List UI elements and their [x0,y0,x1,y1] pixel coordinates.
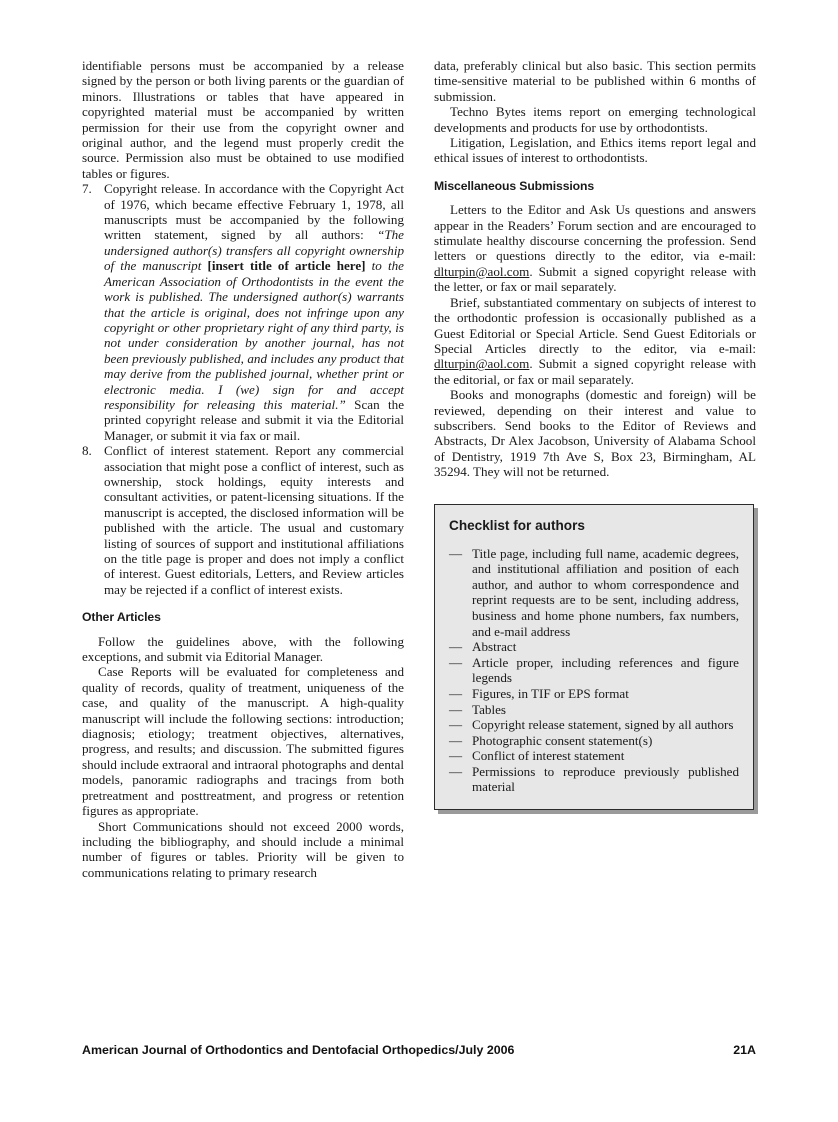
commentary-text-part2: . Submit a signed copyright release with the editorial, or fax or mail separately. [434,356,756,387]
checklist-box-panel [434,504,754,811]
techno-bytes-paragraph: Techno Bytes items report on emerging technological developments and products for use by orthodontists. [434,104,756,135]
checklist-item-label: Figures, in TIF or EPS format [472,685,629,701]
checklist-title: Checklist for authors [449,517,585,533]
list-item [449,655,739,686]
em-dash-icon: — [449,732,463,748]
editor-email-link-1[interactable]: dlturpin@aol.com [434,263,530,279]
footer-page-number: 21A [733,1043,756,1057]
checklist-item-label: Tables [472,701,506,717]
checklist-item-label: Title page, including full name, academic degrees, and institutional affiliation and position of each author, and author to whom correspondence and reprint requests are to be sent, including address, business and home phone numbers, fax numbers, and e-mail address [472,545,739,639]
commentary-paragraph [434,295,756,387]
litigation-ethics-paragraph: Litigation, Legislation, and Ethics items report legal and ethical issues of interest to orthodontists. [434,135,756,166]
letters-to-editor-paragraph [434,202,756,294]
books-and-monographs-paragraph: Books and monographs (domestic and foreign) will be reviewed, depending on their interest and value to subscribers. Send books to the Editor of Reviews and Abstracts, Dr Alex Jacobson, University of Alabama School of Dentistry, 1919 7th Ave S, Box 23, Birmingham, AL 35294. They will not be returned. [434,387,756,480]
numbered-guidelines-list [82,181,404,597]
list-item [449,639,739,655]
two-column-body [82,58,756,880]
letters-text-part1: Letters to the Editor and Ask Us questions and answers appear in the Readers’ Forum section and are encouraged to stimulate healthy discourse concerning the profession. Send letters or questions directly to the editor, via e-mail: [434,202,756,264]
list-item [449,686,739,702]
section-heading-miscellaneous-submissions: Miscellaneous Submissions [434,178,595,193]
list-item-7-number: 7. [82,181,92,197]
page-footer [82,1043,756,1057]
list-item-7-text [104,181,404,443]
list-item-8-text: Conflict of interest statement. Report any commercial association that might pose a conflict of interest, such as ownership, stock holdings, equity interests and consultant activities, or patent-licensing situations. If the manuscript is accepted, the disclosed information will be published with the article. The usual and customary listing of sources of support and institutional affiliations on the title page is proper and does not imply a conflict of interest. Guest editorials, Letters, and Review articles may be rejected if a conflict of interest exists. [104,443,404,597]
em-dash-icon: — [449,685,463,701]
footer-journal-line: American Journal of Orthodontics and Dentofacial Orthopedics/July 2006 [82,1043,515,1057]
em-dash-icon: — [449,639,463,655]
continued-paragraph-left: identifiable persons must be accompanied by a release signed by the person or both living parents or the guardian of minors. Illustrations or tables that have appeared in copyrighted material must be accompanied by written permission for their use from the copyright owner and original author, and the legend must properly credit the source. Permission also must be obtained to use modified tables or figures. [82,58,404,181]
list-item-8 [82,443,404,597]
list-item-7-tail: Scan the printed copyright release and submit it via the Editorial Manager, or submit it via fax or mail. [104,396,405,443]
letters-text-part2: . Submit a signed copyright release with the letter, or fax or mail separately. [434,263,756,295]
copyright-statement-quote [104,227,404,411]
other-articles-paragraph-3: Short Communications should not exceed 2000 words, including the bibliography, and should include a minimal number of figures or tables. Priority will be given to communications relating to primary research [82,818,404,880]
checklist-item-label: Conflict of interest statement [472,748,625,764]
checklist-items [449,546,739,796]
quote-rest-text: to the American Association of Orthodontists in the event the work is published. The undersigned author(s) warrants that the article is original, does not infringe upon any copyright or other proprietary right of any third party, is not under consideration by another journal, has not been previously published, and includes any product that may derive from the published journal, whether print or electronic media. I (we) sign for and accept responsibility for releasing this material.” [104,258,404,412]
commentary-text-part1: Brief, substantiated commentary on subjects of interest to the orthodontic profession is occasionally published as a Guest Editorial or Special Article. Send Guest Editorials or Special Articles directly to the editor, via e-mail: [434,294,756,356]
section-heading-other-articles: Other Articles [82,610,161,625]
em-dash-icon: — [449,748,463,764]
list-item [449,764,739,795]
list-item [449,717,739,733]
left-column [82,58,404,880]
right-column [434,58,756,880]
list-item-7 [82,181,404,443]
em-dash-icon: — [449,717,463,733]
list-item [449,702,739,718]
em-dash-icon: — [449,701,463,717]
checklist-item-label: Article proper, including references and figure legends [472,654,739,686]
list-item [449,546,739,640]
em-dash-icon: — [449,763,463,779]
other-articles-paragraph-2: Case Reports will be evaluated for completeness and quality of records, quality of treatment, uniqueness of the case, and quality of the manuscript. A high-quality manuscript will include the following sections: introduction; diagnosis; etiology; treatment objectives, alternatives, progress, and results; and discussion. The submitted figures should include extraoral and intraoral photographs and dental models, panoramic radiographs and tracings from both pretreatment and posttreatment, and progress or retention figures as appropriate. [82,664,404,819]
checklist-item-label: Permissions to reproduce previously published material [472,763,739,795]
em-dash-icon: — [449,545,463,561]
other-articles-paragraph-1: Follow the guidelines above, with the following exceptions, and submit via Editorial Manager. [82,633,404,665]
list-item-8-number: 8. [82,443,92,459]
checklist-for-authors-box [434,504,754,811]
em-dash-icon: — [449,654,463,670]
checklist-item-label: Abstract [472,639,517,655]
editor-email-link-2[interactable]: dlturpin@aol.com [434,356,530,372]
list-item [449,748,739,764]
quote-insert-title-bold: [insert title of article here] [207,258,366,274]
list-item-7-lead: Copyright release. In accordance with the Copyright Act of 1976, which became effective February 1, 1978, all manuscripts must be accompanied by the following written statement, signed by all authors: [104,181,404,243]
quote-open-text: “The undersigned author(s) transfers all copyright ownership of the manuscript [104,227,404,274]
list-item [449,733,739,749]
checklist-item-label: Photographic consent statement(s) [472,732,653,748]
checklist-item-label: Copyright release statement, signed by all authors [472,717,734,733]
continued-paragraph-right: data, preferably clinical but also basic. This section permits time-sensitive material to be published within 6 months of submission. [434,58,756,104]
